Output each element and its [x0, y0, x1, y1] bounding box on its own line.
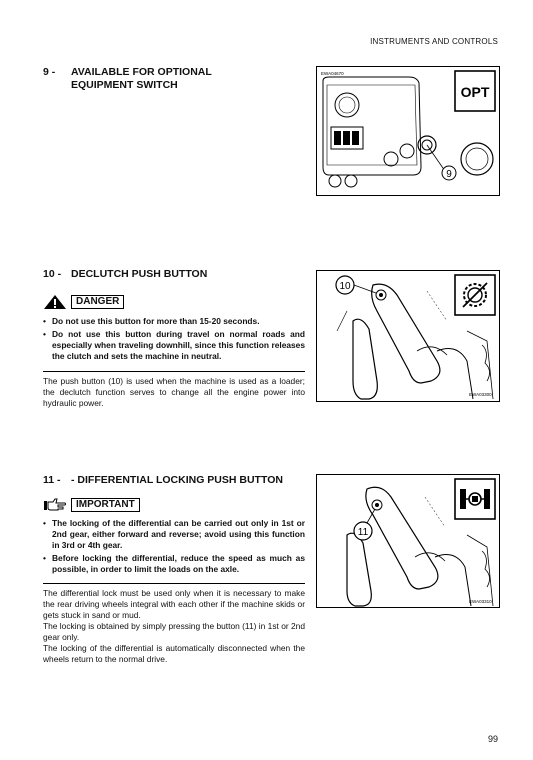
section-11-body: [43, 588, 305, 665]
figure-code: EWA03310: [469, 599, 492, 604]
divider: [43, 371, 305, 372]
section-11-number: 11 -: [43, 474, 61, 486]
figure-differential-lock-button: [316, 474, 500, 608]
important-badge: IMPORTANT: [71, 498, 140, 512]
section-10-paragraph: The push button (10) is used when the machine is used as a loader; the declutch function serves to change all the engine power into hydraulic power.: [43, 376, 305, 408]
section-9-heading: AVAILABLE FOR OPTIONAL EQUIPMENT SWITCH: [71, 66, 212, 91]
section-9-title: [43, 66, 293, 92]
dashboard-illustration: [317, 67, 499, 195]
section-10-title: [43, 268, 207, 281]
section-10-heading: DECLUTCH PUSH BUTTON: [71, 268, 208, 280]
section-11-heading: - DIFFERENTIAL LOCKING PUSH BUTTON: [71, 474, 283, 486]
list-item: • Do not use this button during travel on normal roads and especially when traveling downhill, since this function releases the clutch and sets the machine in neutral.: [43, 329, 305, 362]
section-11-title: [43, 474, 283, 487]
callout-9: 9: [446, 169, 452, 180]
differential-lock-illustration: [317, 475, 499, 607]
section-10-number: 10 -: [43, 268, 62, 280]
pointing-hand-icon: [43, 498, 67, 512]
figure-code: EWA04670: [321, 71, 344, 76]
divider: [43, 583, 305, 584]
section-11-bullets: [43, 518, 305, 577]
section-9-number: 9 -: [43, 66, 56, 78]
section-11-paragraph: The locking is obtained by simply pressing the button (11) in 1st or 2nd gear only.: [43, 621, 305, 642]
page-number: 99: [487, 734, 498, 744]
list-item: • Do not use this button for more than 15-20 seconds.: [43, 316, 305, 327]
important-notice: [43, 498, 140, 512]
declutch-illustration: [317, 271, 499, 401]
danger-warning-icon: [43, 294, 67, 310]
figure-declutch-button: [316, 270, 500, 402]
running-header: INSTRUMENTS AND CONTROLS: [370, 37, 498, 46]
section-10-bullets: [43, 316, 305, 364]
danger-badge: DANGER: [71, 295, 124, 309]
list-item: • The locking of the differential can be carried out only in 1st or 2nd gear, either forward and reverse; avoid using this function in 3rd or 4th gear.: [43, 518, 305, 551]
callout-10: 10: [339, 281, 351, 292]
callout-11: 11: [357, 527, 369, 538]
section-11-paragraph: The differential lock must be used only when it is necessary to make the rear driving wheels integral with each other if the machine skids or gets stuck in sand or mud.: [43, 588, 305, 620]
figure-dashboard-switch: [316, 66, 500, 196]
danger-notice: [43, 294, 124, 310]
section-11-paragraph: The locking of the differential is automatically disconnected when the wheels return to the normal drive.: [43, 643, 305, 664]
figure-code: EWA03300: [469, 392, 492, 397]
opt-sign: OPT: [460, 84, 490, 100]
list-item: • Before locking the differential, reduce the speed as much as possible, in order to limit the loads on the axle.: [43, 553, 305, 575]
